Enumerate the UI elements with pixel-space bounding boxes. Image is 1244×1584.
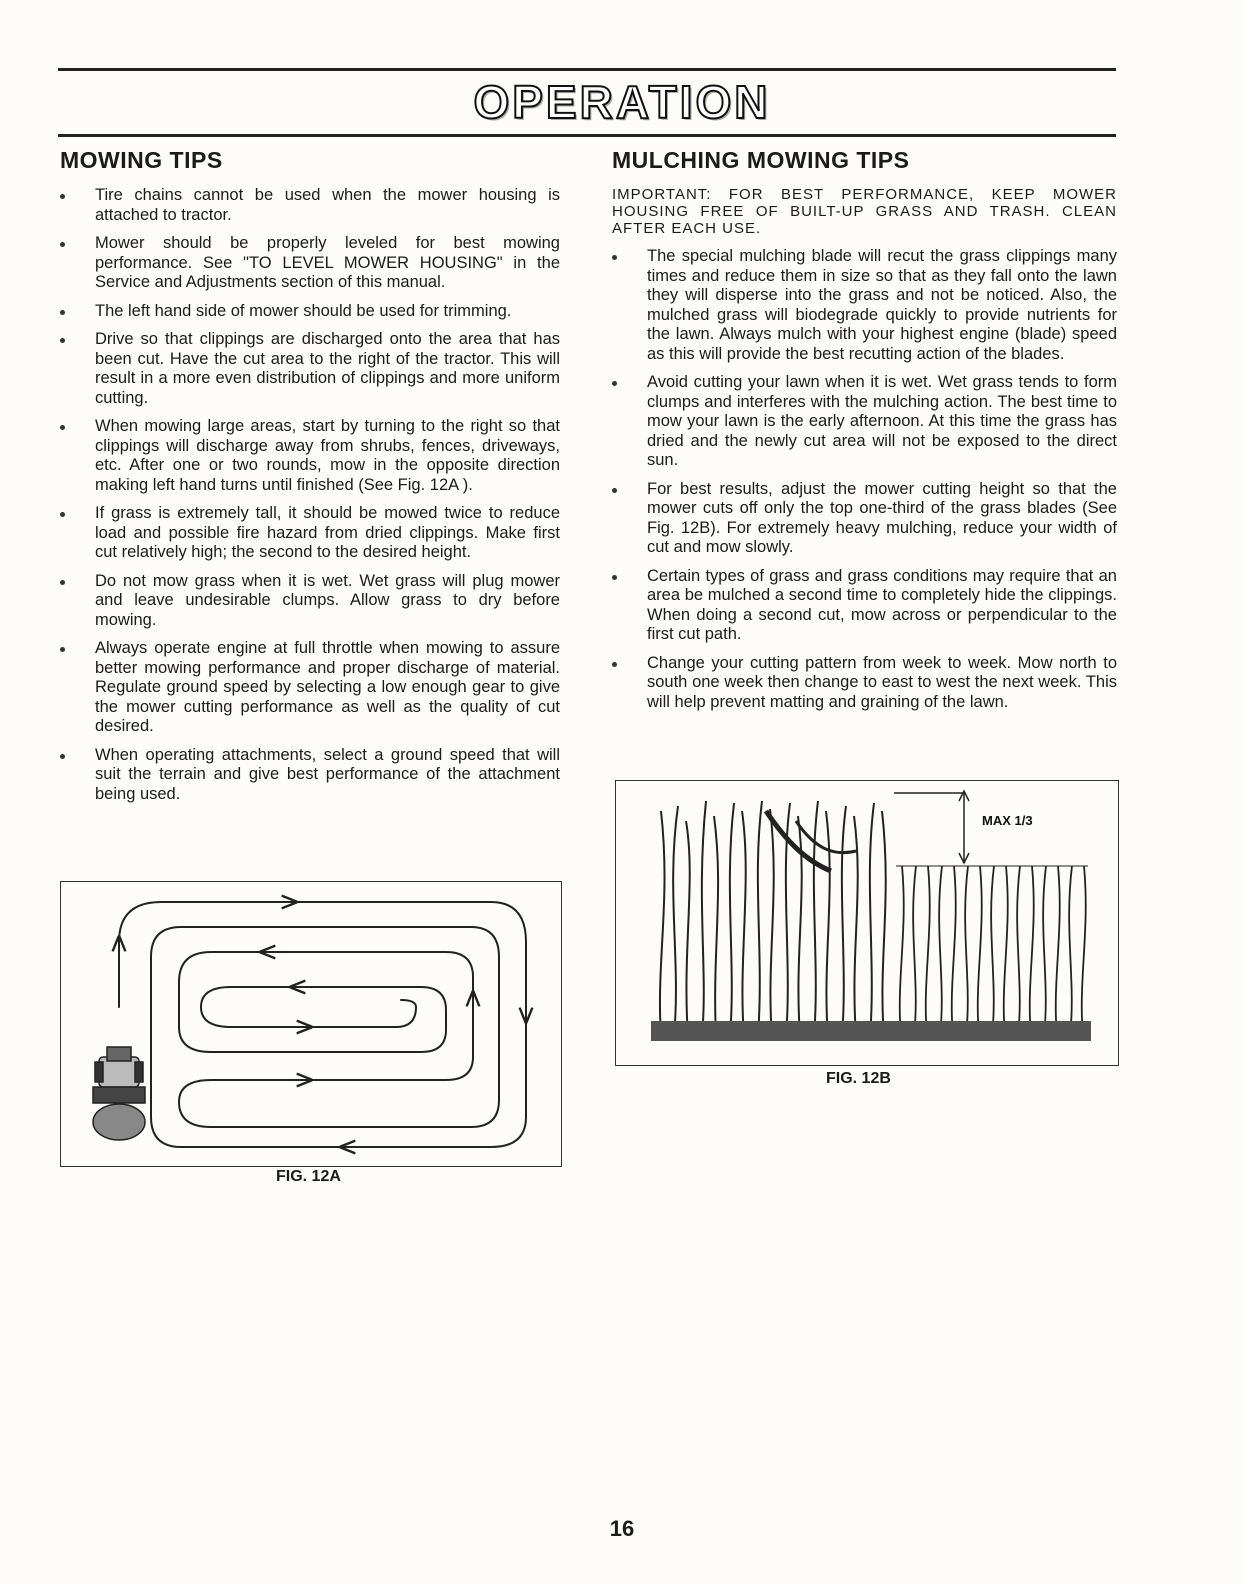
list-item [60,417,560,495]
tip-text: Tire chains cannot be used when the mower housing is attached to tractor. [95,186,560,224]
list-item [60,639,560,737]
tip-text: Mower should be properly leveled for best mowing performance. See "TO LEVEL MOWER HOUSING" in the Service and Adjustments section of this manual. [95,234,560,291]
fig-12a-caption: FIG. 12A [276,1168,341,1185]
fig-12b-caption: FIG. 12B [826,1070,891,1087]
list-item [60,330,560,408]
tip-text: If grass is extremely tall, it should be mowed twice to reduce load and possible fire hazard from dried clippings. Make first cut relatively high; the second to the desired height. [95,504,560,561]
important-notice: IMPORTANT: FOR BEST PERFORMANCE, KEEP MOWER HOUSING FREE OF BUILT-UP GRASS AND TRASH. CLEAN AFTER EACH USE. [612,186,1117,237]
list-item [612,654,1117,713]
bullet-icon [612,575,617,580]
list-item [612,480,1117,558]
list-item [612,567,1117,645]
bullet-icon [60,580,65,585]
mulching-tips-section [612,146,1117,721]
bullet-icon [60,194,65,199]
list-item [612,247,1117,364]
mulching-tips-list [612,247,1117,712]
bullet-icon [60,647,65,652]
ground-soil [651,1021,1091,1041]
tip-text: Certain types of grass and grass conditions may require that an area be mulched a second time to completely hide the clippings. When doing a second cut, mow across or perpendicular to the first cut path. [647,566,1117,643]
max-height-label: MAX 1/3 [982,813,1033,828]
list-item [60,186,560,225]
bullet-icon [612,662,617,667]
mowing-tips-section [60,146,560,813]
grass-height-figure [615,780,1119,1066]
bullet-icon [60,310,65,315]
list-item [60,302,560,322]
tip-text: Drive so that clippings are discharged onto the area that has been cut. Have the cut area to the right of the tractor. This will result in a more even distribution of clippings and more uniform cutting. [95,330,560,407]
cut-grass-illustration [896,866,1088,1036]
tip-text: Always operate engine at full throttle when mowing to assure better mowing performance and proper discharge of material. Regulate ground speed by selecting a low enough gear to give the mower cutting performance as well as the quality of cut desired. [95,639,560,735]
tip-text: For best results, adjust the mower cutting height so that the mower cuts off only the top one-third of the grass blades (See Fig. 12B). For extremely heavy mulching, reduce your width of cut and mow slowly. [647,479,1117,556]
tip-text: Change your cutting pattern from week to week. Mow north to south one week then change to east to west the next week. This will help prevent matting and graining of the lawn. [647,653,1117,711]
bullet-icon [60,338,65,343]
bullet-icon [60,754,65,759]
tip-text: The special mulching blade will recut the grass clippings many times and reduce them in size so that as they fall onto the lawn they will disperse into the grass and not be noticed. Also, the mulched grass will biodegrade quickly to provide nutrients for the lawn. Always mulch with your highest engine (blade) speed as this will provide the best recutting action of the blades. [647,247,1117,363]
tip-text: The left hand side of mower should be used for trimming. [95,301,512,320]
bullet-icon [60,425,65,430]
list-item [60,234,560,293]
page-title: OPERATION [473,76,771,128]
max-height-marker [894,791,969,863]
mowing-tips-list [60,186,560,804]
grass-height-diagram [616,781,1118,1065]
mowing-pattern-figure [60,881,562,1167]
list-item [60,572,560,631]
tip-text: When mowing large areas, start by turning to the right so that clippings will discharge away from shrubs, fences, driveways, etc. After one or two rounds, mow in the opposite direction making left hand turns until finished (See Fig. 12A ). [95,417,560,494]
bullet-icon [612,255,617,260]
tractor-icon [93,1047,145,1140]
bullet-icon [612,488,617,493]
header-rule-top [58,68,1116,71]
bullet-icon [60,242,65,247]
tip-text: Avoid cutting your lawn when it is wet. Wet grass tends to form clumps and interferes with the mulching action. The best time to mow your lawn is the early afternoon. At this time the grass has dried and the newly cut area will not be exposed to the direct sun. [647,373,1117,469]
list-item [60,504,560,563]
mulching-tips-heading: MULCHING MOWING TIPS [612,147,910,173]
tall-grass-illustration [660,801,886,1036]
header-rule-bottom [58,134,1116,137]
tip-text: Do not mow grass when it is wet. Wet grass will plug mower and leave undesirable clumps. Allow grass to dry before mowing. [95,571,560,629]
bullet-icon [612,381,617,386]
mowing-tips-heading: MOWING TIPS [60,147,223,173]
bullet-icon [60,512,65,517]
page-number: 16 [609,1516,635,1541]
mowing-pattern-diagram [61,882,561,1166]
tip-text: When operating attachments, select a ground speed that will suit the terrain and give best performance of the attachment being used. [95,745,560,803]
list-item [612,373,1117,471]
list-item [60,746,560,805]
